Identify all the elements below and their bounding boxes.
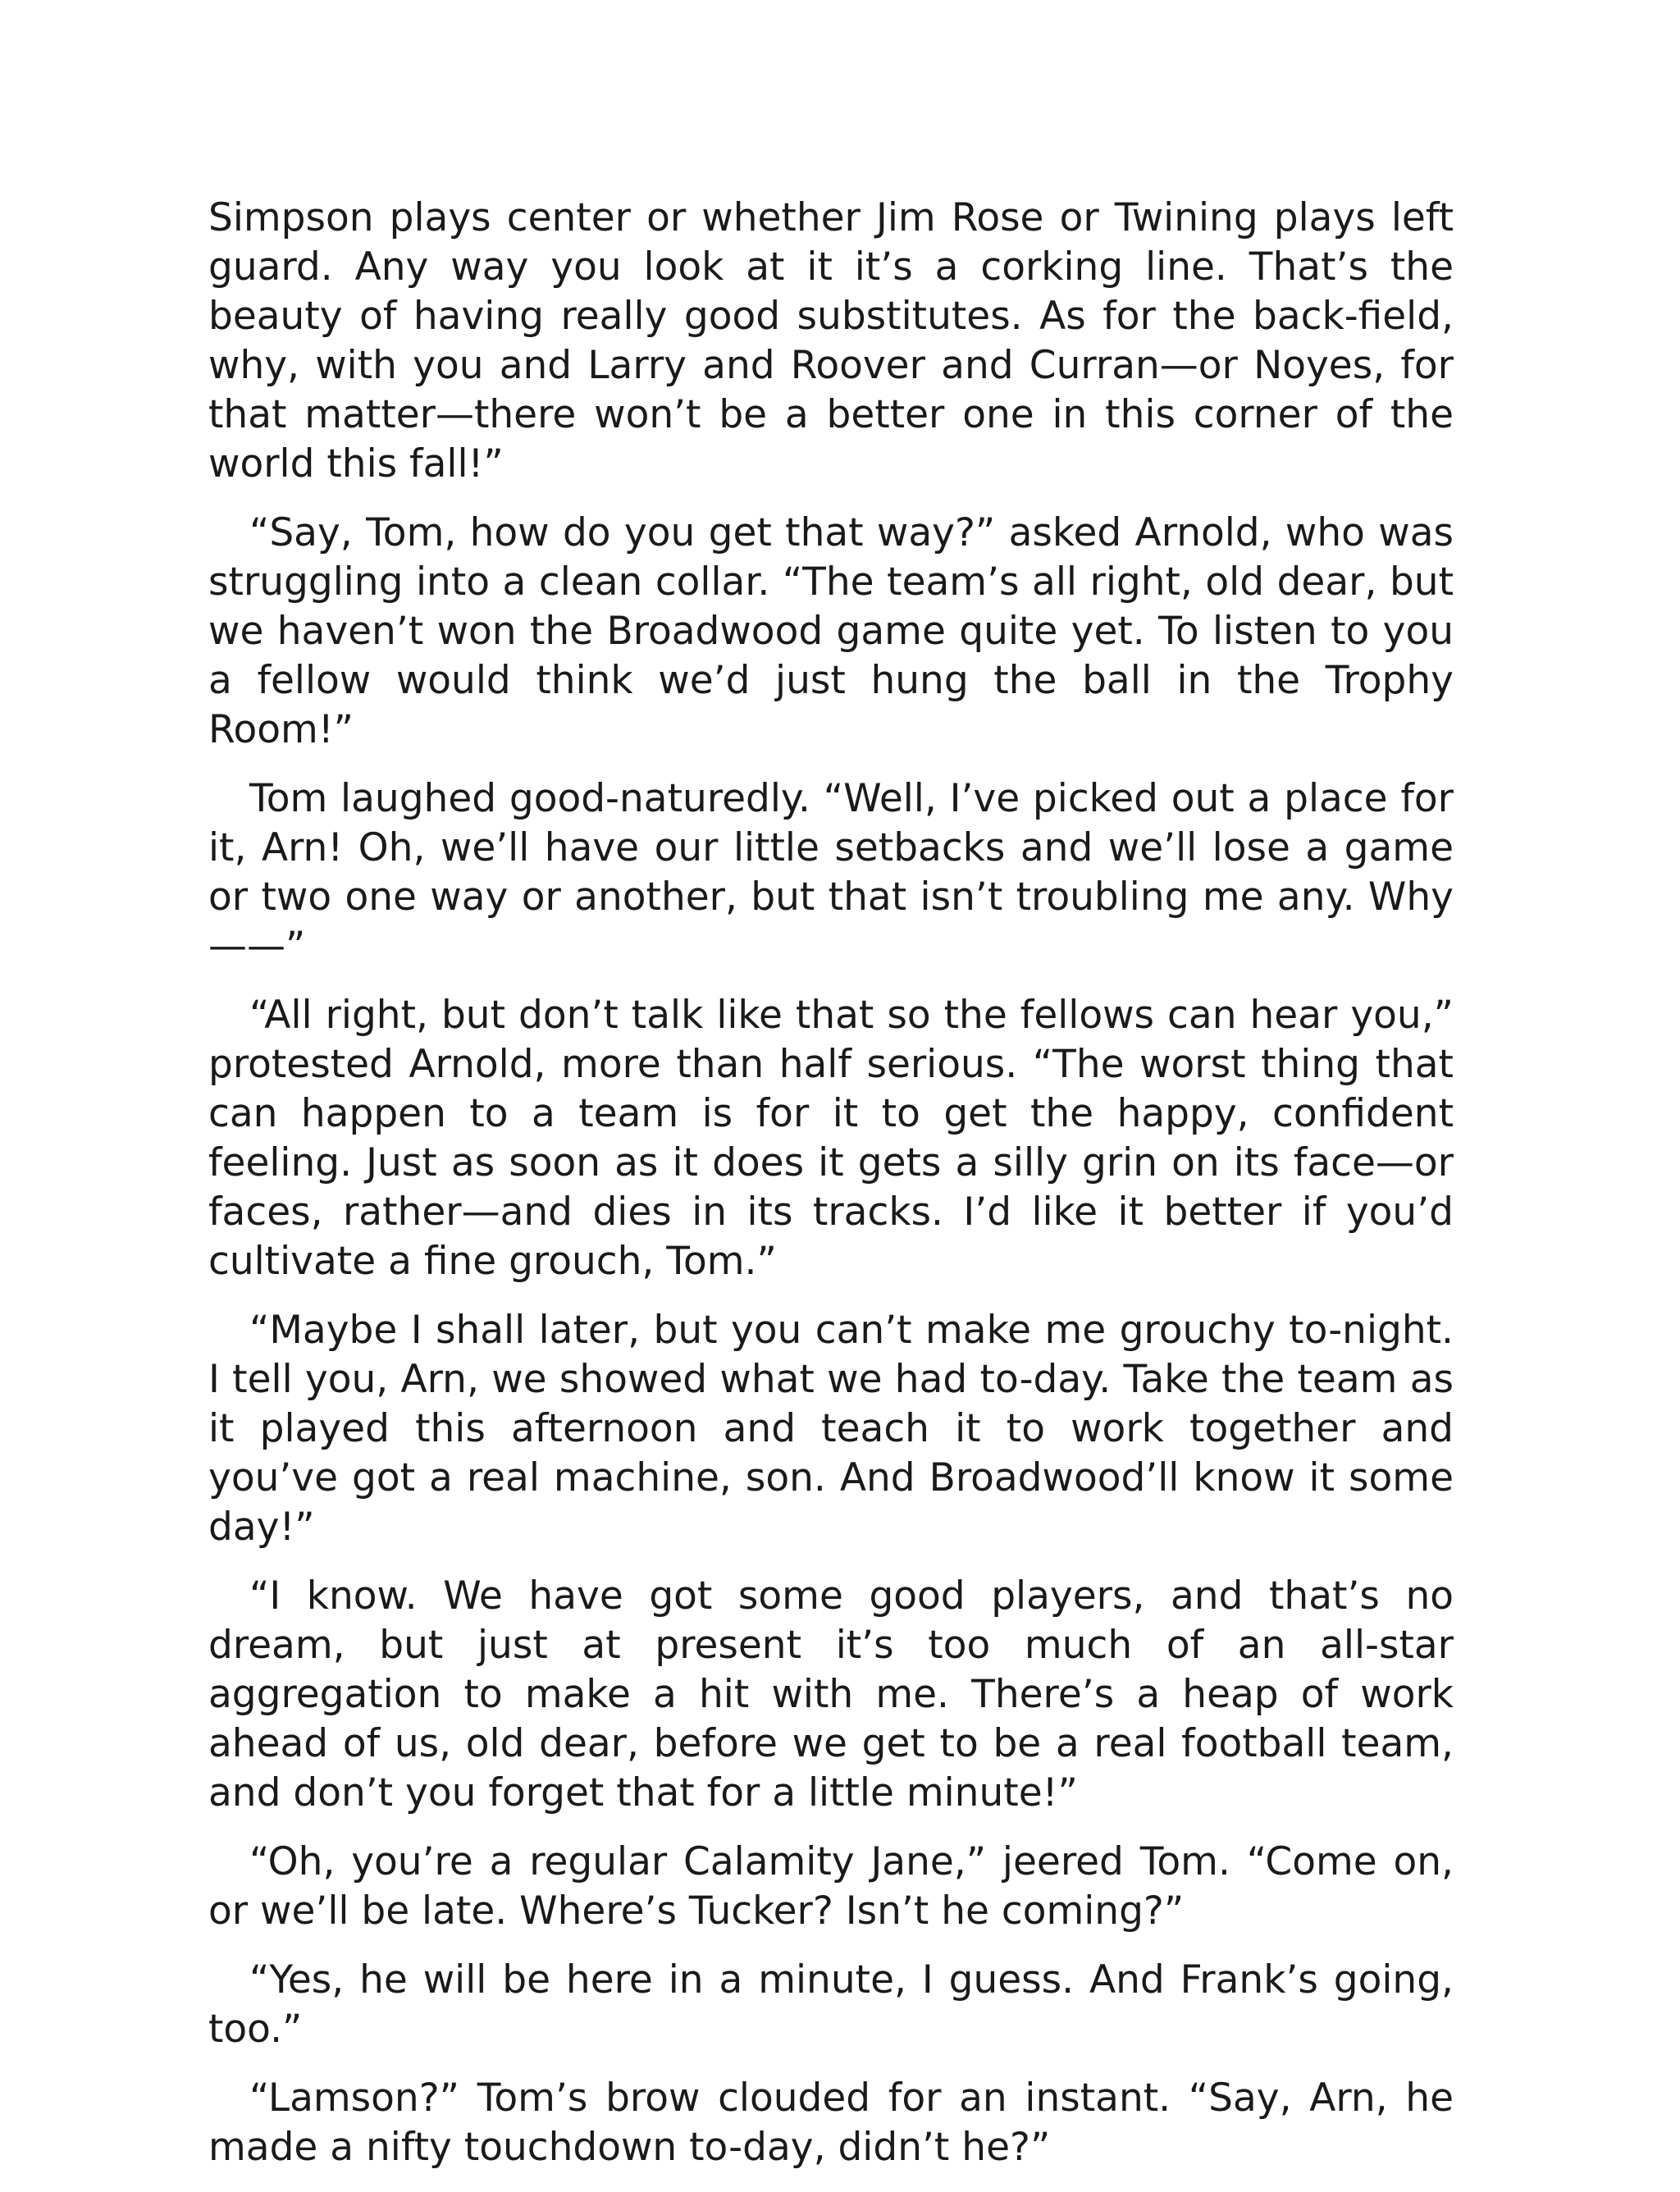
paragraph-3: Tom laughed good-naturedly. “Well, I’ve picked out a place for it, Arn! Oh, we’ll have our little setbacks and we’ll lose a game or two one way or another, but that isn’t troubling me any. Why——”: [208, 776, 1454, 969]
paragraph-5: “Maybe I shall later, but you can’t make me grouchy to-night. I tell you, Arn, we showed what we had to-day. Take the team as it played this afternoon and teach it to work together and you’ve got a real machine, son. And Broadwood’ll know it some day!”: [208, 1308, 1454, 1550]
page-text: [208, 194, 1454, 2192]
paragraph-7: “Oh, you’re a regular Calamity Jane,” jeered Tom. “Come on, or we’ll be late. Where’s Tucker? Isn’t he coming?”: [208, 1839, 1454, 1934]
paragraph-6: “I know. We have got some good players, and that’s no dream, but just at present it’s too much of an all-star aggregation to make a hit with me. There’s a heap of work ahead of us, old dear, before we get to be a real football team, and don’t you forget that for a little minute!”: [208, 1573, 1454, 1815]
paragraph-4: “All right, but don’t talk like that so the fellows can hear you,” protested Arnold, more than half serious. “The worst thing that can happen to a team is for it to get the happy, confident feeling. Just as soon as it does it gets a silly grin on its face—or faces, rather—and dies in its tracks. I’d like it better if you’d cultivate a fine grouch, Tom.”: [208, 993, 1454, 1284]
paragraph-2: “Say, Tom, how do you get that way?” asked Arnold, who was struggling into a clean collar. “The team’s all right, old dear, but we haven’t won the Broadwood game quite yet. To listen to you a fellow would think we’d just hung the ball in the Trophy Room!”: [208, 510, 1454, 752]
paragraph-1: Simpson plays center or whether Jim Rose or Twining plays left guard. Any way you look at it it’s a corking line. That’s the beauty of having really good substitutes. As for the back-field, why, with you and Larry and Roover and Curran—or Noyes, for that matter—there won’t be a better one in this corner of the world this fall!”: [208, 195, 1454, 486]
paragraph-8: “Yes, he will be here in a minute, I guess. And Frank’s going, too.”: [208, 1957, 1454, 2052]
paragraph-9: “Lamson?” Tom’s brow clouded for an instant. “Say, Arn, he made a nifty touchdown to-day, didn’t he?”: [208, 2076, 1454, 2170]
